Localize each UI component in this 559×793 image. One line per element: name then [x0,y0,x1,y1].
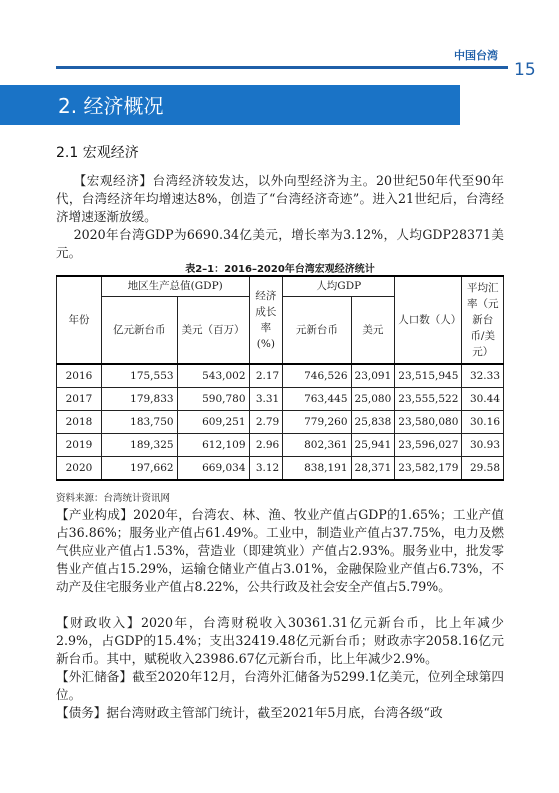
cell-population: 23,515,945 [395,364,462,388]
header-pc-usd: 美元 [351,296,395,364]
cell-pc-usd: 25,838 [351,411,395,434]
cell-population: 23,596,027 [395,434,462,457]
cell-year: 2020 [57,457,102,481]
table-row [57,388,504,411]
cell-exchange: 30.44 [462,388,504,411]
header-rule [56,66,508,69]
cell-pc-ntd: 838,191 [283,457,351,481]
cell-pc-ntd: 802,361 [283,434,351,457]
cell-population: 23,582,179 [395,457,462,481]
cell-gdp-ntd: 183,750 [101,411,177,434]
macro-stats-table [56,275,504,481]
page-number: 15 [514,60,536,80]
cell-exchange: 29.58 [462,457,504,481]
header-population: 人口数（人） [395,276,462,364]
cell-exchange: 30.16 [462,411,504,434]
table-row [57,364,504,388]
table-row [57,457,504,481]
header-gdp-usd: 美元（百万） [177,296,249,364]
cell-growth: 2.17 [249,364,283,388]
paragraph-debt: 【债务】据台湾财政主管部门统计，截至2021年5月底，台湾各级“政 [56,705,443,720]
cell-population: 23,580,080 [395,411,462,434]
cell-gdp-usd: 609,251 [177,411,249,434]
cell-growth: 3.31 [249,388,283,411]
table-row [57,434,504,457]
cell-pc-ntd: 779,260 [283,411,351,434]
header-growth-rate: 经济成长率(%) [249,276,283,364]
cell-population: 23,555,522 [395,388,462,411]
cell-gdp-usd: 612,109 [177,434,249,457]
header-per-capita-group: 人均GDP [283,276,395,296]
paragraph-macro-economy: 【宏观经济】台湾经济较发达，以外向型经济为主。20世纪50年代至90年代，台湾经济年均增速达8%，创造了“台湾经济奇迹”。进入21世纪后，台湾经济增速逐渐放缓。 [56,173,504,224]
cell-gdp-ntd: 197,662 [101,457,177,481]
header-pc-ntd: 元新台币 [283,296,351,364]
cell-growth: 3.12 [249,457,283,481]
cell-gdp-ntd: 189,325 [101,434,177,457]
paragraph-industry-structure: 【产业构成】2020年，台湾农、林、渔、牧业产值占GDP的1.65%；工业产值占36.86%；服务业产值占61.49%。工业中，制造业产值占37.75%，电力及燃气供应业产值占1.53%，营造业（即建筑业）产值占2.93%。服务业中，批发零售业产值占15.29%，运输仓储业产值占3.01%，金融保险业产值占6.73%，不动产及住宅服务业产值占8.22%，公共行政及社会安全产值占5.79%。 [56,507,504,594]
cell-pc-usd: 28,371 [351,457,395,481]
paragraph-gdp-summary: 2020年台湾GDP为6690.34亿美元，增长率为3.12%，人均GDP28371美元。 [56,227,504,260]
table-source-note: 资料来源：台湾统计资讯网 [56,493,171,504]
cell-exchange: 30.93 [462,434,504,457]
header-exchange-rate: 平均汇率（元新台币/美元） [462,276,504,364]
paragraph-forex-reserves: 【外汇储备】截至2020年12月，台湾外汇储备为5299.1亿美元，位列全球第四位。 [56,669,504,702]
subsection-title: 2.1 宏观经济 [56,145,139,161]
header-gdp-ntd: 亿元新台币 [101,296,177,364]
cell-pc-ntd: 746,526 [283,364,351,388]
running-header-title: 中国台湾 [454,49,498,62]
header-year: 年份 [57,276,102,364]
cell-gdp-ntd: 175,553 [101,364,177,388]
cell-exchange: 32.33 [462,364,504,388]
cell-gdp-ntd: 179,833 [101,388,177,411]
cell-year: 2018 [57,411,102,434]
cell-pc-usd: 25,941 [351,434,395,457]
header-gdp-group: 地区生产总值(GDP) [101,276,249,296]
table-caption: 表2–1：2016–2020年台湾宏观经济统计 [185,264,375,275]
cell-pc-usd: 25,080 [351,388,395,411]
cell-growth: 2.79 [249,411,283,434]
section-title: 2. 经济概况 [58,94,164,118]
cell-growth: 2.96 [249,434,283,457]
table-header-row [57,276,504,296]
cell-pc-usd: 23,091 [351,364,395,388]
cell-year: 2017 [57,388,102,411]
cell-pc-ntd: 763,445 [283,388,351,411]
cell-year: 2016 [57,364,102,388]
paragraph-fiscal-revenue: 【财政收入】2020年，台湾财税收入30361.31亿元新台币，比上年减少2.9%，占GDP的15.4%；支出32419.48亿元新台币；财政赤字2058.16亿元新台币。其中，赋税收入23986.67亿元新台币，比上年减少2.9%。 [56,615,504,666]
cell-gdp-usd: 590,780 [177,388,249,411]
page-header [0,0,559,80]
cell-gdp-usd: 543,002 [177,364,249,388]
table-row [57,411,504,434]
cell-gdp-usd: 669,034 [177,457,249,481]
cell-year: 2019 [57,434,102,457]
